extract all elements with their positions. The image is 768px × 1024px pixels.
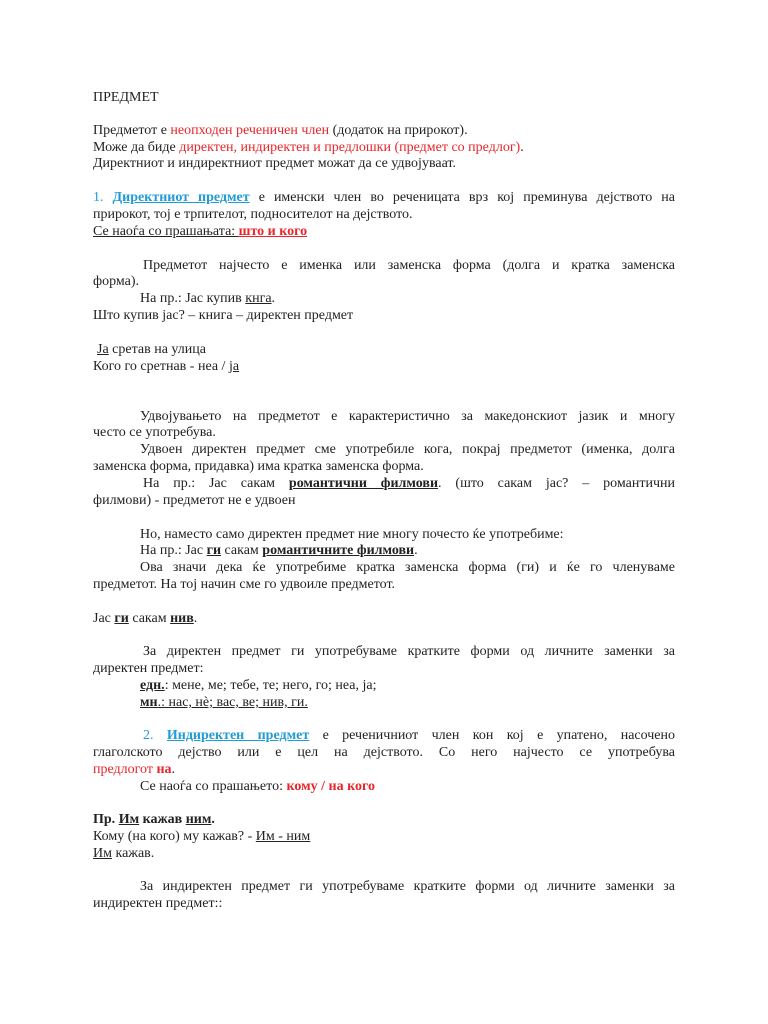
paragraph-line: Предметот најчесто е именка или заменска форма (долга и кратка заменска — [143, 258, 675, 273]
section-1-line-1 — [93, 189, 675, 206]
section-number: 2. — [143, 728, 167, 743]
paragraph-line: За индиректен предмет ги употребуваме кратките форми од личните заменки за — [140, 879, 675, 894]
text: Се наоѓа со прашањата: — [93, 224, 239, 239]
text: . (што сакам јас? – романтични — [438, 476, 675, 491]
text: Јас — [93, 611, 115, 626]
text: е именски член во реченицата врз кој преминува дејството на — [249, 190, 676, 205]
text: . — [414, 543, 418, 558]
section-1-question — [93, 223, 307, 240]
highlight-text: предлогот — [93, 762, 157, 777]
text: Кому (на кого) му кажав? - — [93, 829, 256, 844]
text: Пр. — [93, 812, 119, 827]
bold-underlined-text: романтичните филмови — [262, 543, 415, 558]
section-2-question — [140, 778, 375, 795]
highlight-text: што и кого — [238, 224, 308, 239]
text: . — [171, 762, 176, 777]
section-number: 1. — [93, 190, 113, 205]
text: Кого го сретнав - неа / — [93, 359, 229, 374]
underlined-text: ја — [228, 359, 240, 374]
underlined-text: Им — [93, 846, 112, 861]
section-2-line-1 — [143, 727, 675, 744]
text: . — [193, 611, 198, 626]
intro-line-2 — [93, 139, 524, 156]
list-label: мн — [140, 695, 158, 710]
text: : мене, ме; тебе, те; него, го; неа, ја; — [164, 678, 377, 693]
underlined-text: Ја — [97, 342, 109, 357]
text: На пр.: Јас — [140, 543, 207, 558]
text: сакам — [221, 543, 263, 558]
highlight-text: кому / на кого — [286, 779, 375, 794]
highlight-text: на — [156, 762, 172, 777]
paragraph-line: форма). — [93, 274, 139, 289]
document-title: ПРЕДМЕТ — [93, 90, 159, 105]
paragraph-line: предметот. На тој начин сме го удвоиле предметот. — [93, 577, 396, 592]
paragraph-line: заменска форма, придавка) има кратка заменска форма. — [93, 459, 424, 474]
text: На пр.: Јас купив — [140, 291, 246, 306]
paragraph-line: директен предмет: — [93, 661, 204, 676]
example-line — [93, 845, 154, 862]
text: На пр.: Јас сакам — [143, 476, 289, 491]
section-title: Индиректен предмет — [166, 728, 310, 743]
intro-line-3: Директниот и индиректниот предмет можат да се удвојуваат. — [93, 156, 456, 171]
text: Се наоѓа со прашањето: — [140, 779, 287, 794]
example-line: филмови) - предметот не е удвоен — [93, 493, 296, 508]
section-1-line-2: прирокот, тој е трпителот, подносителот на дејството. — [93, 207, 413, 222]
section-2-line-2: глаголското дејство или е цел на дејството. Со него најчесто се употребува — [93, 745, 675, 760]
example-line — [93, 828, 310, 845]
text: Предметот е — [93, 123, 171, 138]
underlined-text: .: нас, нè; вас, ве; нив, ги. — [157, 695, 308, 710]
pronoun-list-plural — [140, 694, 308, 711]
example-line: Што купив јас? – книга – директен предмет — [93, 308, 354, 323]
underlined-text: Им - ним — [255, 829, 311, 844]
highlight-text: директен, индиректен и предлошки (предмет со предлог) — [179, 140, 521, 155]
bold-underlined-text: ги — [114, 611, 129, 626]
text: . — [271, 291, 276, 306]
section-title: Директниот предмет — [112, 190, 250, 205]
example-line — [140, 290, 275, 307]
paragraph-line: индиректен предмет:: — [93, 896, 223, 911]
intro-line-1 — [93, 122, 468, 139]
text: е реченичниот член кон кој е упатено, насочено — [309, 728, 676, 743]
list-label: едн. — [140, 678, 165, 693]
bold-underlined-text: нив — [170, 611, 194, 626]
paragraph-line: Ова значи дека ќе употребиме кратка заменска форма (ги) и ќе го членуваме — [140, 560, 675, 575]
paragraph-line: Удвоен директен предмет сме употребиле кога, покрај предметот (именка, долга — [140, 442, 675, 457]
example-line — [97, 341, 206, 358]
underlined-text: Им — [118, 812, 140, 827]
text: кажав. — [111, 846, 155, 861]
bold-underlined-text: романтични филмови — [288, 476, 439, 491]
text: Може да биде — [93, 140, 180, 155]
text: сретав на улица — [108, 342, 206, 357]
underlined-text: кнга — [245, 291, 272, 306]
example-line — [140, 542, 418, 559]
text: (додаток на прирокот). — [329, 123, 468, 138]
paragraph-line: Но, наместо само директен предмет ние многу почесто ќе употребиме: — [140, 527, 564, 542]
underlined-text: ним — [185, 812, 212, 827]
paragraph-line: често се употребува. — [93, 425, 216, 440]
paragraph-line: За директен предмет ги употребуваме кратките форми од личните заменки за — [143, 644, 675, 659]
text: кажав — [139, 812, 186, 827]
example-line — [93, 610, 197, 627]
text: . — [520, 140, 524, 155]
highlight-text: неопходен реченичен член — [170, 123, 330, 138]
section-2-line-3 — [93, 761, 175, 778]
text: сакам — [128, 611, 171, 626]
pronoun-list-singular — [140, 677, 377, 694]
text: . — [211, 812, 215, 827]
example-line — [93, 811, 215, 828]
example-line — [93, 358, 239, 375]
paragraph-line: Удвојувањето на предметот е карактеристично за македонскиот јазик и многу — [140, 409, 675, 424]
bold-underlined-text: ги — [206, 543, 222, 558]
example-line — [143, 475, 675, 492]
